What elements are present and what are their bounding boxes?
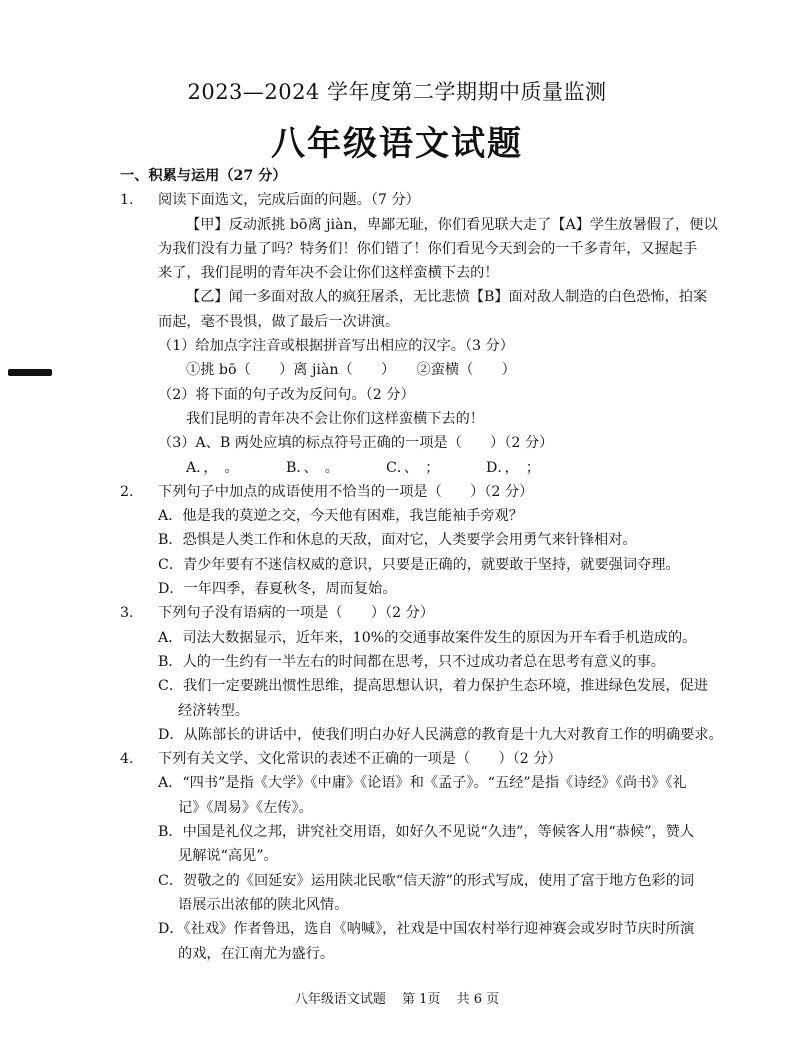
option-c-continued: 经济转型。 [178, 702, 249, 719]
passage-jia-line: 为我们没有力量了吗？特务们！你们错了！你们看见今天到会的一千多青年，又握起手 [158, 240, 698, 257]
question-number: 3. [120, 605, 134, 622]
option-d: D．从陈部长的讲话中，使我们明白办好人民满意的教育是十九大对教育工作的明确要求。 [158, 726, 723, 743]
question-4-stem [120, 747, 740, 771]
option-c-continued: 语展示出浓郁的陕北风情。 [178, 896, 349, 913]
option-a: A．， 。 [186, 459, 239, 476]
exam-header [0, 76, 794, 165]
option-a: A．“四书”是指《大学》《中庸》《论语》和《孟子》。“五经”是指《诗经》《尚书》《礼 [158, 775, 687, 792]
passage-jia-line: 来了，我们昆明的青年决不会让你们这样蛮横下去的！ [158, 265, 499, 282]
footer-total-pages: 共 6 页 [456, 992, 500, 1007]
passage-jia-line: 【甲】反动派挑 bō离 jiàn，卑鄙无耻，你们看见联大走了【A】学生放暑假了，便以 [186, 216, 718, 233]
passage-yi-line: 而起，毫不畏惧，做了最后一次讲演。 [158, 313, 400, 330]
question-number: 2. [120, 483, 134, 500]
section-heading: 一、积累与运用（27 分） [120, 168, 287, 184]
question-number: 4. [120, 751, 134, 768]
question-text: 阅读下面选文，完成后面的问题。（7 分） [158, 192, 420, 209]
option-a-continued: 记》《周易》《左传》。 [178, 799, 313, 816]
exam-subject-title: 八年级语文试题 [271, 124, 523, 164]
option-c: C．我们一定要跳出惯性思维，提高思想认识，着力保护生态环境，推进绿色发展，促进 [158, 678, 708, 695]
option-b: B．中国是礼仪之邦，讲究社交用语，如好久不见说“久违”，等候客人用“恭候”，赞人 [158, 824, 695, 841]
option-c: C．贺敬之的《回延安》运用陕北民歌“信天游”的形式写成，使用了富于地方色彩的词 [158, 872, 695, 889]
exam-term-title: 2023—2024 学年度第二学期期中质量监测 [187, 80, 607, 104]
sub-question-3-options [120, 456, 740, 480]
margin-redaction-mark [8, 369, 52, 376]
sub-question-3: （3）A、B 两处应填的标点符号正确的一项是（ ）（2 分） [158, 435, 554, 452]
question-3-stem [120, 601, 740, 625]
option-d-continued: 的戏，在江南尤为盛行。 [178, 945, 335, 962]
question-1-stem [120, 188, 740, 212]
option-c: C．、 ； [386, 459, 440, 476]
passage-yi-line: 【乙】闻一多面对敌人的疯狂屠杀，无比悲愤【B】面对敌人制造的白色恐怖，拍案 [186, 289, 708, 306]
question-text: 下列有关文学、文化常识的表述不正确的一项是（ ）（2 分） [158, 751, 562, 768]
option-d: D．， ； [486, 459, 540, 476]
question-2-stem [120, 480, 740, 504]
option-a: A．他是我的莫逆之交，今天他有困难，我岂能袖手旁观？ [158, 508, 523, 525]
question-number: 1. [120, 192, 134, 209]
option-b: B．、 。 [286, 459, 339, 476]
option-c: C．青少年要有不迷信权威的意识，只要是正确的，就要敢于坚持，就要强词夺理。 [158, 556, 680, 573]
sub-question-1: （1）给加点字注音或根据拼音写出相应的汉字。（3 分） [158, 338, 514, 355]
page-footer [0, 988, 794, 1007]
question-text: 下列句子中加点的成语使用不恰当的一项是（ ）（2 分） [158, 483, 534, 500]
option-d: D．《社戏》作者鲁迅，选自《呐喊》，社戏是中国农村举行迎神赛会或岁时节庆时所演 [158, 921, 695, 938]
exam-body [120, 164, 740, 966]
option-b: B．人的一生约有一半左右的时间都在思考，只不过成功者总在思考有意义的事。 [158, 653, 665, 670]
footer-title: 八年级语文试题 [294, 992, 386, 1007]
option-a: A．司法大数据显示，近年来，10%的交通事故案件发生的原因为开车看手机造成的。 [158, 629, 697, 646]
sub-question-1-blanks: ①挑 bō（ ）离 jiàn（ ） ②蛮横（ ） [186, 362, 516, 379]
sub-question-2: （2）将下面的句子改为反问句。（2 分） [158, 386, 415, 403]
option-d: D．一年四季，春夏秋冬，周而复始。 [158, 581, 397, 598]
sub-question-2-sentence: 我们昆明的青年决不会让你们这样蛮横下去的！ [186, 410, 484, 427]
footer-page-number: 第 1页 [402, 992, 441, 1007]
question-text: 下列句子没有语病的一项是（ ）（2 分） [158, 605, 435, 622]
option-b-continued: 见解说“高见”。 [178, 848, 278, 865]
option-b: B．恐惧是人类工作和休息的天敌，面对它，人类要学会用勇气来针锋相对。 [158, 532, 637, 549]
